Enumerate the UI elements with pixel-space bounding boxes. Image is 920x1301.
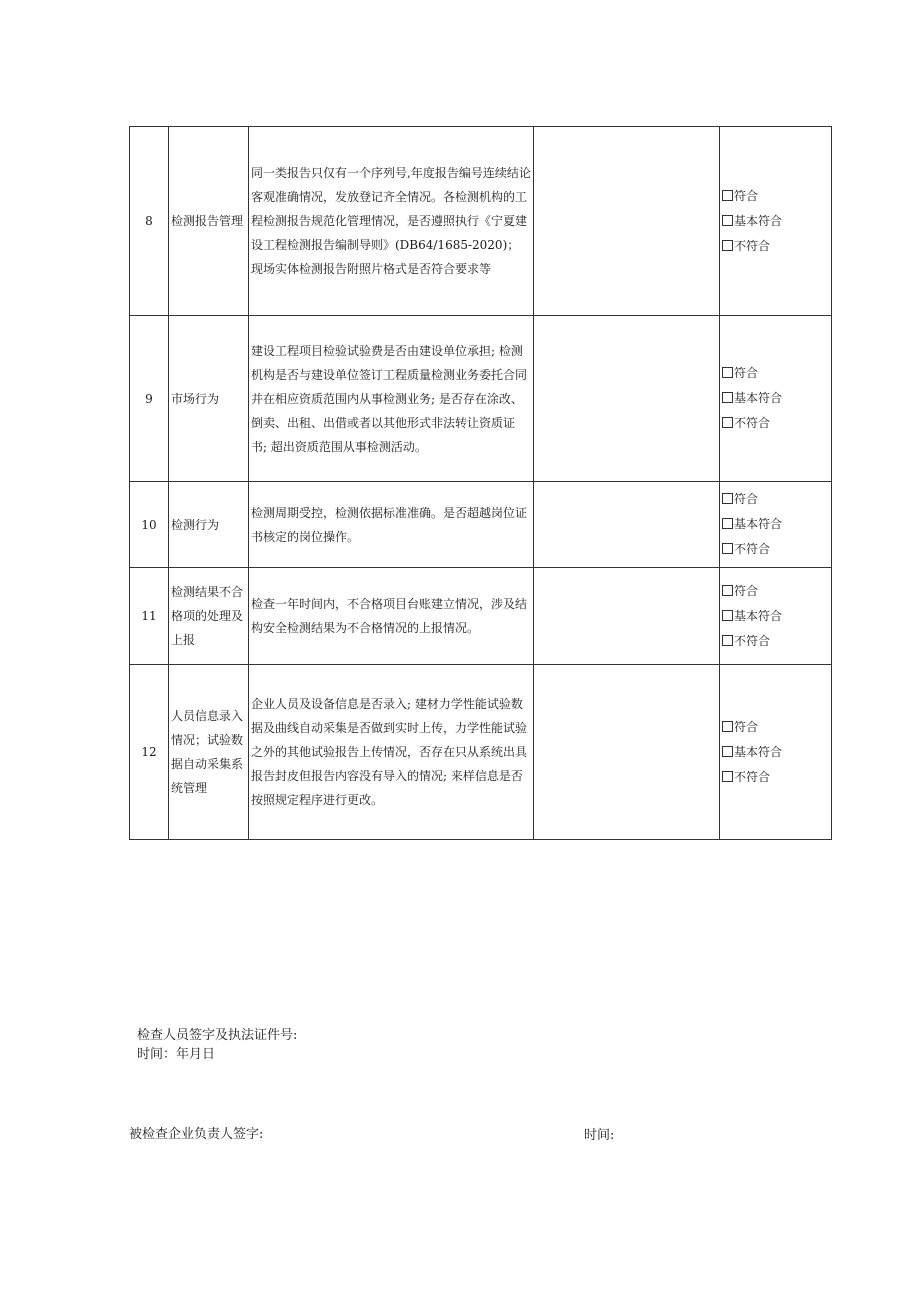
option-basic-conform[interactable]: 基本符合 [722,740,829,765]
option-conform[interactable]: 符合 [722,715,829,740]
checkbox-icon[interactable] [722,610,733,621]
checkbox-icon[interactable] [722,771,733,782]
option-basic-conform[interactable]: 基本符合 [722,512,829,537]
checkbox-icon[interactable] [722,215,733,226]
option-conform[interactable]: 符合 [722,184,829,209]
inspector-time-label: 时间：年月日 [137,1047,216,1062]
inspection-item: 人员信息录入情况；试验数据自动采集系统管理 [169,665,249,840]
option-basic-conform[interactable]: 基本符合 [722,604,829,629]
inspection-content: 检查一年时间内，不合格项目台账建立情况，涉及结构安全检测结果为不合格情况的上报情况。 [249,568,534,665]
table-row [130,316,832,482]
inspection-item: 检测行为 [169,482,249,568]
checkbox-icon[interactable] [722,417,733,428]
checkbox-icon[interactable] [722,190,733,201]
checkbox-icon[interactable] [722,392,733,403]
option-nonconform[interactable]: 不符合 [722,234,829,259]
option-conform[interactable]: 符合 [722,579,829,604]
option-nonconform[interactable]: 不符合 [722,411,829,436]
result-options [720,127,832,316]
checkbox-icon[interactable] [722,367,733,378]
checkbox-icon[interactable] [722,746,733,757]
option-conform[interactable]: 符合 [722,361,829,386]
notes-cell [534,568,720,665]
row-number: 9 [130,316,169,482]
option-nonconform[interactable]: 不符合 [722,537,829,562]
table-row [130,127,832,316]
checkbox-icon[interactable] [722,493,733,504]
option-conform[interactable]: 符合 [722,487,829,512]
row-number: 10 [130,482,169,568]
inspection-content: 同一类报告只仅有一个序列号,年度报告编号连续结论客观准确情况，发放登记齐全情况。各检测机构的工程检测报告规范化管理情况，是否遵照执行《宁夏建设工程检测报告编制导则》(DB64/1685-2020)；现场实体检测报告附照片格式是否符合要求等 [249,127,534,316]
result-options [720,665,832,840]
company-time-label: 时间: [584,1128,615,1143]
checkbox-icon[interactable] [722,543,733,554]
row-number: 12 [130,665,169,840]
inspection-item: 检测报告管理 [169,127,249,316]
row-number: 11 [130,568,169,665]
notes-cell [534,127,720,316]
notes-cell [534,316,720,482]
option-basic-conform[interactable]: 基本符合 [722,386,829,411]
option-nonconform[interactable]: 不符合 [722,765,829,790]
checkbox-icon[interactable] [722,635,733,646]
inspection-content: 建设工程项目检验试验费是否由建设单位承担; 检测机构是否与建设单位签订工程质量检测业务委托合同并在相应资质范围内从事检测业务; 是否存在涂改、倒卖、出租、出借或者以其他形式非法转让资质证书; 超出资质范围从事检测活动。 [249,316,534,482]
inspection-item: 市场行为 [169,316,249,482]
result-options [720,482,832,568]
company-signature-label: 被检查企业负责人签字: [129,1127,264,1142]
option-basic-conform[interactable]: 基本符合 [722,209,829,234]
table-row [130,482,832,568]
inspection-content: 企业人员及设备信息是否录入; 建材力学性能试验数据及曲线自动采集是否做到实时上传，力学性能试验之外的其他试验报告上传情况，否存在只从系统出具报告封皮但报告内容没有导入的情况; 来样信息是否按照规定程序进行更改。 [249,665,534,840]
inspection-item: 检测结果不合格项的处理及上报 [169,568,249,665]
inspection-content: 检测周期受控，检测依据标准准确。是否超越岗位证书核定的岗位操作。 [249,482,534,568]
option-nonconform[interactable]: 不符合 [722,629,829,654]
result-options [720,568,832,665]
checkbox-icon[interactable] [722,240,733,251]
checkbox-icon[interactable] [722,518,733,529]
row-number: 8 [130,127,169,316]
notes-cell [534,665,720,840]
table-row [130,568,832,665]
table-row [130,665,832,840]
inspection-table [129,126,832,840]
checkbox-icon[interactable] [722,721,733,732]
inspector-signature-label: 检查人员签字及执法证件号: [137,1028,298,1043]
checkbox-icon[interactable] [722,585,733,596]
notes-cell [534,482,720,568]
result-options [720,316,832,482]
